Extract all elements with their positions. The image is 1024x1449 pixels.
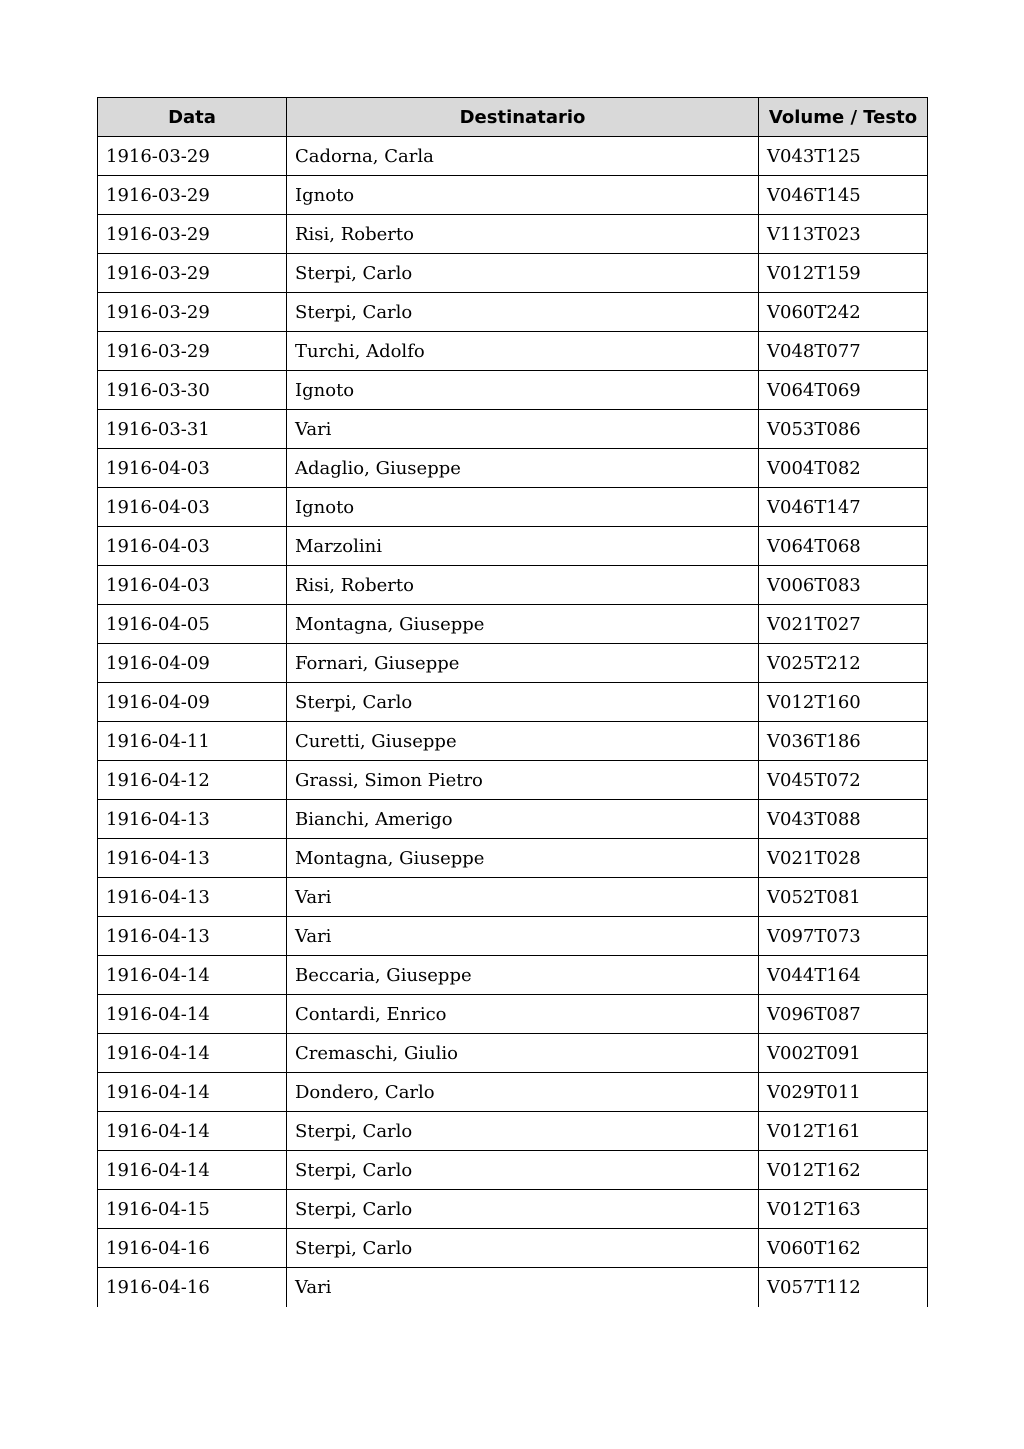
letters-table — [97, 97, 928, 1307]
table-row — [98, 956, 928, 995]
recipient-cell: Vari — [287, 878, 759, 917]
date-cell: 1916-04-14 — [98, 1073, 287, 1112]
volume-cell: V043T125 — [759, 137, 928, 176]
volume-cell: V052T081 — [759, 878, 928, 917]
recipient-cell: Sterpi, Carlo — [287, 1190, 759, 1229]
volume-cell: V060T162 — [759, 1229, 928, 1268]
volume-cell: V012T162 — [759, 1151, 928, 1190]
recipient-cell: Ignoto — [287, 176, 759, 215]
recipient-cell: Sterpi, Carlo — [287, 1151, 759, 1190]
volume-cell: V046T147 — [759, 488, 928, 527]
volume-cell: V064T068 — [759, 527, 928, 566]
table-row — [98, 1268, 928, 1307]
volume-cell: V057T112 — [759, 1268, 928, 1307]
volume-cell: V113T023 — [759, 215, 928, 254]
volume-cell: V025T212 — [759, 644, 928, 683]
date-cell: 1916-04-14 — [98, 995, 287, 1034]
volume-cell: V012T163 — [759, 1190, 928, 1229]
table-row — [98, 137, 928, 176]
date-cell: 1916-04-14 — [98, 956, 287, 995]
recipient-cell: Cadorna, Carla — [287, 137, 759, 176]
date-cell: 1916-03-29 — [98, 332, 287, 371]
recipient-cell: Fornari, Giuseppe — [287, 644, 759, 683]
header-date: Data — [98, 98, 287, 137]
volume-cell: V021T028 — [759, 839, 928, 878]
date-cell: 1916-03-31 — [98, 410, 287, 449]
recipient-cell: Ignoto — [287, 488, 759, 527]
recipient-cell: Beccaria, Giuseppe — [287, 956, 759, 995]
recipient-cell: Risi, Roberto — [287, 215, 759, 254]
date-cell: 1916-03-29 — [98, 254, 287, 293]
table-row — [98, 644, 928, 683]
date-cell: 1916-04-14 — [98, 1034, 287, 1073]
date-cell: 1916-04-03 — [98, 488, 287, 527]
date-cell: 1916-03-29 — [98, 176, 287, 215]
date-cell: 1916-04-13 — [98, 800, 287, 839]
recipient-cell: Sterpi, Carlo — [287, 254, 759, 293]
date-cell: 1916-04-11 — [98, 722, 287, 761]
recipient-cell: Ignoto — [287, 371, 759, 410]
table-row — [98, 176, 928, 215]
recipient-cell: Curetti, Giuseppe — [287, 722, 759, 761]
volume-cell: V006T083 — [759, 566, 928, 605]
table-row — [98, 761, 928, 800]
table-row — [98, 800, 928, 839]
volume-cell: V043T088 — [759, 800, 928, 839]
recipient-cell: Dondero, Carlo — [287, 1073, 759, 1112]
table-row — [98, 293, 928, 332]
table-row — [98, 566, 928, 605]
recipient-cell: Vari — [287, 410, 759, 449]
volume-cell: V012T161 — [759, 1112, 928, 1151]
date-cell: 1916-04-16 — [98, 1229, 287, 1268]
table-row — [98, 449, 928, 488]
table-row — [98, 1034, 928, 1073]
date-cell: 1916-04-13 — [98, 839, 287, 878]
recipient-cell: Sterpi, Carlo — [287, 1112, 759, 1151]
table-row — [98, 1073, 928, 1112]
table-row — [98, 605, 928, 644]
volume-cell: V044T164 — [759, 956, 928, 995]
volume-cell: V036T186 — [759, 722, 928, 761]
date-cell: 1916-04-15 — [98, 1190, 287, 1229]
table-row — [98, 1190, 928, 1229]
date-cell: 1916-03-30 — [98, 371, 287, 410]
table-row — [98, 527, 928, 566]
date-cell: 1916-04-09 — [98, 683, 287, 722]
recipient-cell: Cremaschi, Giulio — [287, 1034, 759, 1073]
header-volume: Volume / Testo — [759, 98, 928, 137]
recipient-cell: Adaglio, Giuseppe — [287, 449, 759, 488]
volume-cell: V004T082 — [759, 449, 928, 488]
volume-cell: V097T073 — [759, 917, 928, 956]
date-cell: 1916-04-14 — [98, 1112, 287, 1151]
table-row — [98, 995, 928, 1034]
recipient-cell: Grassi, Simon Pietro — [287, 761, 759, 800]
volume-cell: V002T091 — [759, 1034, 928, 1073]
date-cell: 1916-03-29 — [98, 215, 287, 254]
volume-cell: V045T072 — [759, 761, 928, 800]
table-row — [98, 1229, 928, 1268]
header-recipient: Destinatario — [287, 98, 759, 137]
recipient-cell: Turchi, Adolfo — [287, 332, 759, 371]
volume-cell: V046T145 — [759, 176, 928, 215]
date-cell: 1916-04-05 — [98, 605, 287, 644]
date-cell: 1916-04-13 — [98, 878, 287, 917]
volume-cell: V012T160 — [759, 683, 928, 722]
table-row — [98, 1112, 928, 1151]
table-row — [98, 839, 928, 878]
date-cell: 1916-04-03 — [98, 566, 287, 605]
date-cell: 1916-04-16 — [98, 1268, 287, 1307]
volume-cell: V096T087 — [759, 995, 928, 1034]
table-row — [98, 371, 928, 410]
recipient-cell: Sterpi, Carlo — [287, 293, 759, 332]
volume-cell: V064T069 — [759, 371, 928, 410]
date-cell: 1916-04-03 — [98, 527, 287, 566]
volume-cell: V048T077 — [759, 332, 928, 371]
date-cell: 1916-04-12 — [98, 761, 287, 800]
date-cell: 1916-03-29 — [98, 137, 287, 176]
recipient-cell: Montagna, Giuseppe — [287, 839, 759, 878]
table-row — [98, 488, 928, 527]
table-body — [98, 137, 928, 1307]
date-cell: 1916-04-09 — [98, 644, 287, 683]
date-cell: 1916-03-29 — [98, 293, 287, 332]
recipient-cell: Vari — [287, 1268, 759, 1307]
table-row — [98, 917, 928, 956]
date-cell: 1916-04-03 — [98, 449, 287, 488]
recipient-cell: Montagna, Giuseppe — [287, 605, 759, 644]
recipient-cell: Bianchi, Amerigo — [287, 800, 759, 839]
date-cell: 1916-04-14 — [98, 1151, 287, 1190]
header-row — [98, 98, 928, 137]
table-row — [98, 722, 928, 761]
recipient-cell: Vari — [287, 917, 759, 956]
table-row — [98, 878, 928, 917]
volume-cell: V060T242 — [759, 293, 928, 332]
table-row — [98, 332, 928, 371]
recipient-cell: Sterpi, Carlo — [287, 1229, 759, 1268]
recipient-cell: Sterpi, Carlo — [287, 683, 759, 722]
table-row — [98, 254, 928, 293]
volume-cell: V012T159 — [759, 254, 928, 293]
table-row — [98, 410, 928, 449]
table-row — [98, 683, 928, 722]
date-cell: 1916-04-13 — [98, 917, 287, 956]
recipient-cell: Contardi, Enrico — [287, 995, 759, 1034]
volume-cell: V053T086 — [759, 410, 928, 449]
volume-cell: V021T027 — [759, 605, 928, 644]
recipient-cell: Risi, Roberto — [287, 566, 759, 605]
table-row — [98, 215, 928, 254]
volume-cell: V029T011 — [759, 1073, 928, 1112]
table-row — [98, 1151, 928, 1190]
recipient-cell: Marzolini — [287, 527, 759, 566]
table-header — [98, 98, 928, 137]
